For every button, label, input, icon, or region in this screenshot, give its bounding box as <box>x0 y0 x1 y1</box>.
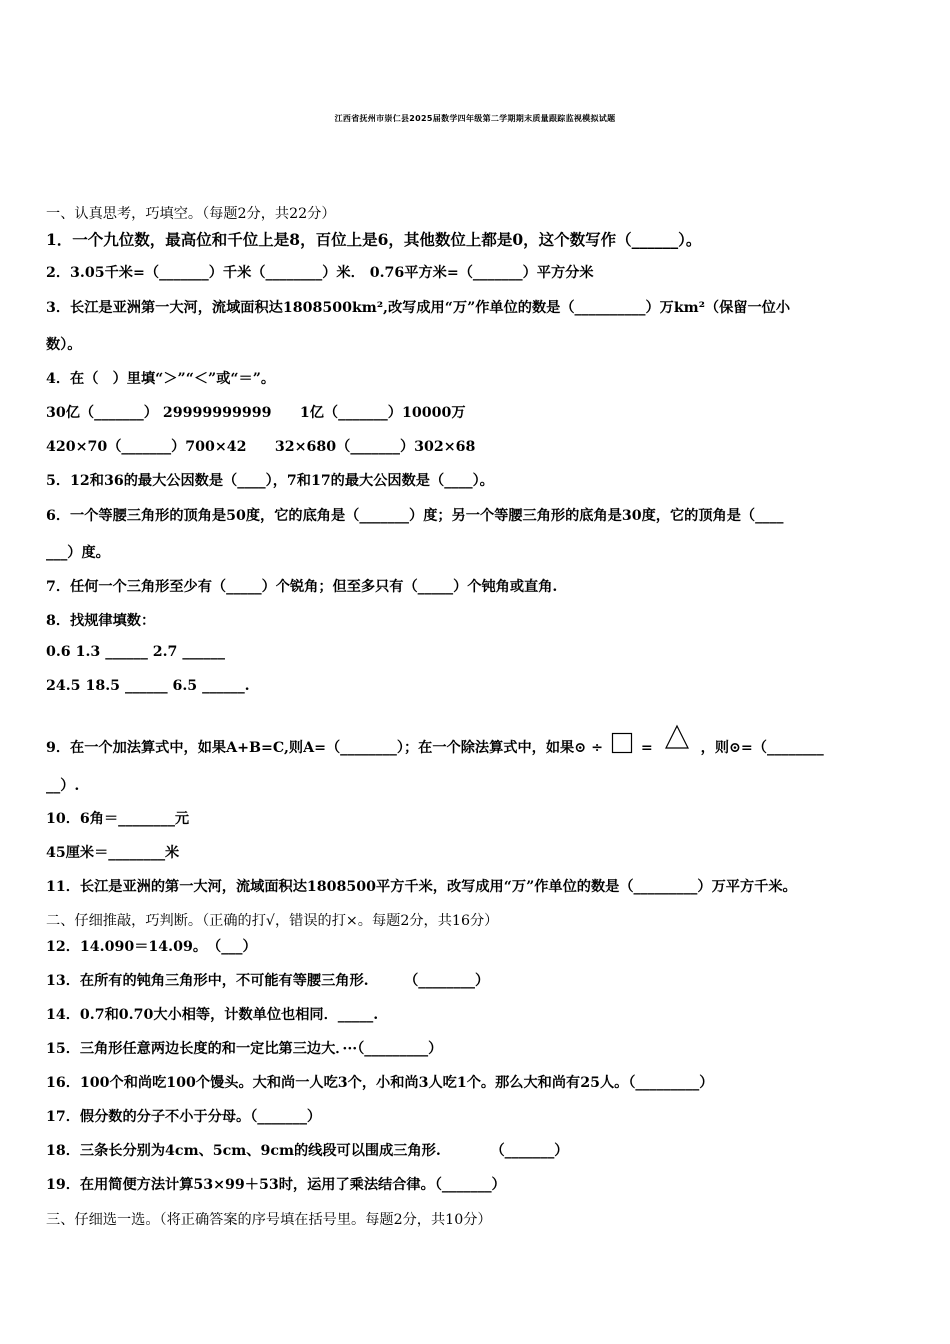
question-4: 4．在（ ）里填“＞”“＜”或“＝”。 <box>46 371 276 387</box>
triangle-icon <box>664 724 690 750</box>
question-9-part-1: 9．在一个加法算式中，如果A+B=C,则A=（________）；在一个除法算式中，如果⊙ ÷ <box>46 740 603 756</box>
question-17: 17．假分数的分子不小于分母。（_______） <box>46 1109 322 1125</box>
question-9-continued: __）. <box>46 778 80 794</box>
square-icon <box>611 732 633 754</box>
question-8-row-2: 24.5 18.5 ______ 6.5 ______. <box>46 678 250 694</box>
question-16: 16．100个和尚吃100个馒头。大和尚一人吃3个，小和尚3人吃1个。那么大和尚有25人。（_________） <box>46 1075 714 1091</box>
question-18: 18．三条长分别为4cm、5cm、9cm的线段可以围成三角形. （_______） <box>46 1143 569 1159</box>
question-6: 6．一个等腰三角形的顶角是50度，它的底角是（_______）度；另一个等腰三角形的底角是30度，它的顶角是（____ <box>46 508 784 524</box>
question-9 <box>46 724 824 757</box>
question-10-row-2: 45厘米＝________米 <box>46 845 180 861</box>
question-5: 5．12和36的最大公因数是（____），7和17的最大公因数是（____）。 <box>46 473 494 489</box>
section-header-2: 二、仔细推敲，巧判断。（正确的打√，错误的打×。每题2分，共16分） <box>46 913 499 929</box>
question-15: 15．三角形任意两边长度的和一定比第三边大．···（_________） <box>46 1041 443 1057</box>
question-1: 1．一个九位数，最高位和千位上是8，百位上是6，其他数位上都是0，这个数写作（______）。 <box>46 230 702 249</box>
question-11: 11．长江是亚洲的第一大河，流域面积达1808500平方千米，改写成用“万”作单位的数是（_________）万平方千米。 <box>46 879 797 895</box>
section-header-3: 三、仔细选一选。（将正确答案的序号填在括号里。每题2分，共10分） <box>46 1212 492 1228</box>
question-9-part-2: ，则⊙=（________ <box>700 740 824 756</box>
question-19: 19．在用简便方法计算53×99＋53时，运用了乘法结合律。（_______） <box>46 1177 506 1193</box>
question-4-row-2: 420×70（_______）700×42 32×680（_______）302×68 <box>46 439 476 455</box>
question-3: 3．长江是亚洲第一大河，流域面积达1808500km²,改写成用“万”作单位的数是（__________）万km²（保留一位小 <box>46 300 791 316</box>
question-13: 13．在所有的钝角三角形中，不可能有等腰三角形. （________） <box>46 973 490 989</box>
question-2: 2．3.05千米=（_______）千米（________）米． 0.76平方米=（_______）平方分米 <box>46 265 594 281</box>
question-6-continued: ___）度。 <box>46 545 110 561</box>
question-8-row-1: 0.6 1.3 ______ 2.7 ______ <box>46 644 225 660</box>
question-3-continued: 数）。 <box>46 337 82 353</box>
section-header-1: 一、认真思考，巧填空。（每题2分，共22分） <box>46 206 336 222</box>
question-8: 8．找规律填数： <box>46 613 156 629</box>
question-12: 12．14.090＝14.09。 （___） <box>46 939 257 955</box>
question-10: 10．6角＝________元 <box>46 811 190 827</box>
question-7: 7．任何一个三角形至少有（_____）个锐角；但至多只有（_____）个钝角或直角. <box>46 579 558 595</box>
question-9-equals: = <box>640 740 653 756</box>
question-4-row-1: 30亿（_______） 29999999999 1亿（_______）10000万 <box>46 405 466 421</box>
question-14: 14．0.7和0.70大小相等，计数单位也相同．_____. <box>46 1007 379 1023</box>
page-title: 江西省抚州市崇仁县2025届数学四年级第二学期期末质量跟踪监视模拟试题 <box>334 114 616 123</box>
